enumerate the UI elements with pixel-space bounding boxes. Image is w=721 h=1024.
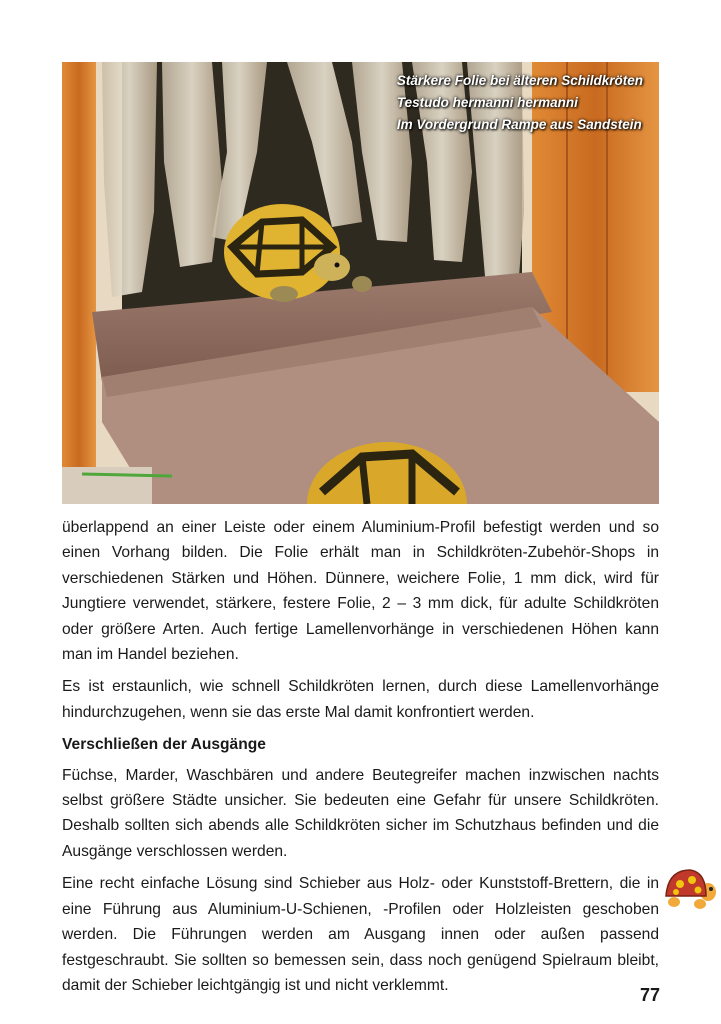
body-text bbox=[62, 515, 659, 1005]
caption-line: Testudo hermanni hermanni bbox=[396, 95, 578, 110]
photo-tortoise-curtain bbox=[62, 62, 659, 504]
paragraph: Eine recht einfache Lösung sind Schieber aus Holz- oder Kunststoff-Brettern, die in eine Führung aus Aluminium-U-Schienen, -Profilen oder Holzleisten geschoben werden. Die Führungen werden am Ausgang innen oder außen passend festgeschraubt. Sie sollten so bemessen sein, dass noch genügend Spielraum bleibt, damit der Schieber leichtgängig ist und nicht verklemmt. bbox=[62, 875, 659, 994]
photo-caption bbox=[397, 70, 643, 136]
paragraph: Es ist erstaunlich, wie schnell Schildkröten lernen, durch diese Lamellenvorhänge hindurchzugehen, wenn sie das erste Mal damit konfrontiert werden. bbox=[62, 678, 659, 721]
caption-line: Stärkere Folie bei älteren Schildkröten bbox=[396, 73, 643, 88]
paragraph: überlappend an einer Leiste oder einem Aluminium-Profil befestigt werden und so einen Vorhang bilden. Die Folie erhält man in Schildkröten-Zubehör-Shops in verschiedenen Stärken und Höhen. Dünnere, weichere Folie, 1 mm dick, wird für Jungtiere verwendet, stärkere, festere Folie, 2 – 3 mm dick, für adulte Schildkröten oder größere Arten. Auch fertige Lamellenvorhänge in verschiedenen Höhen kann man im Handel beziehen. bbox=[62, 519, 659, 664]
section-heading: Verschließen der Ausgänge bbox=[62, 736, 266, 754]
paragraph: Füchse, Marder, Waschbären und andere Beutegreifer machen inzwischen nachts selbst größere Städte unsicher. Sie bedeuten eine Gefahr für unsere Schildkröten. Deshalb sollten sich abends alle Schildkröten sicher im Schutzhaus befinden und die Ausgänge verschlossen werden. bbox=[62, 766, 659, 860]
caption-line: Im Vordergrund Rampe aus Sandstein bbox=[396, 117, 642, 132]
page-number: 77 bbox=[639, 985, 660, 1005]
turtle-icon bbox=[662, 862, 718, 919]
